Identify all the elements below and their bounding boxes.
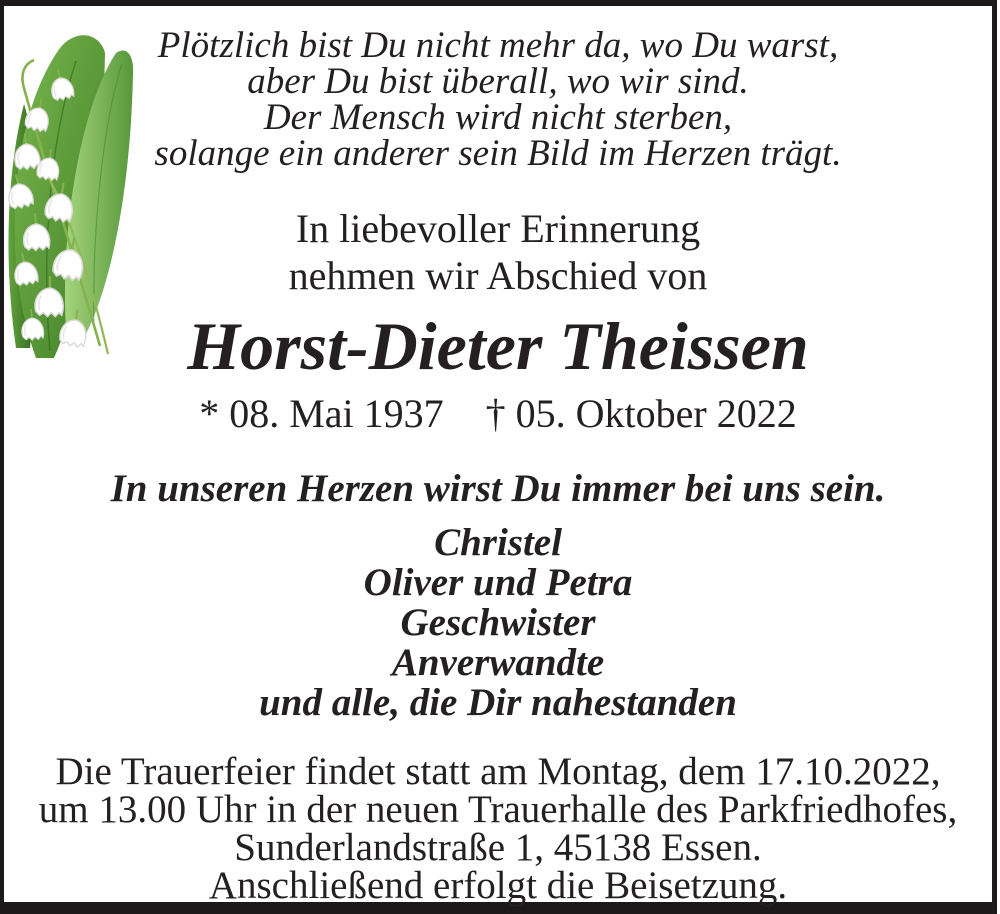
funeral-line: um 13.00 Uhr in der neuen Trauerhalle des Parkfriedhofes, — [38, 788, 958, 831]
death-date: † 05. Oktober 2022 — [485, 391, 797, 436]
memoriam-line: nehmen wir Abschied von — [288, 253, 708, 298]
memoriam-intro — [4, 205, 992, 299]
tribute-line: In unseren Herzen wirst Du immer bei uns sein. — [110, 467, 886, 510]
funeral-line: Sunderlandstraße 1, 45138 Essen. — [234, 826, 762, 869]
funeral-details — [4, 750, 992, 907]
deceased-name: Horst-Dieter Theissen — [187, 308, 809, 384]
poem-line: aber Du bist überall, wo wir sind. — [247, 61, 749, 102]
mourner-name: Oliver und Petra — [363, 561, 633, 604]
mourner-name: Christel — [434, 521, 562, 564]
mourner-name: Anverwandte — [391, 641, 605, 684]
life-dates — [4, 391, 992, 437]
memoriam-line: In liebevoller Erinnerung — [295, 206, 701, 251]
poem-line: solange ein anderer sein Bild im Herzen trägt. — [154, 133, 842, 174]
birth-date: * 08. Mai 1937 — [199, 391, 444, 436]
poem-line: Plötzlich bist Du nicht mehr da, wo Du warst, — [157, 25, 839, 66]
mourner-name: und alle, die Dir nahestanden — [259, 681, 737, 724]
funeral-line: Die Trauerfeier findet statt am Montag, dem 17.10.2022, — [55, 750, 941, 793]
mourners-list — [4, 523, 992, 723]
funeral-line: Anschließend erfolgt die Beisetzung. — [208, 864, 788, 907]
poem-line: Der Mensch wird nicht sterben, — [263, 97, 733, 138]
mourner-name: Geschwister — [400, 601, 596, 644]
memorial-poem — [4, 25, 992, 174]
